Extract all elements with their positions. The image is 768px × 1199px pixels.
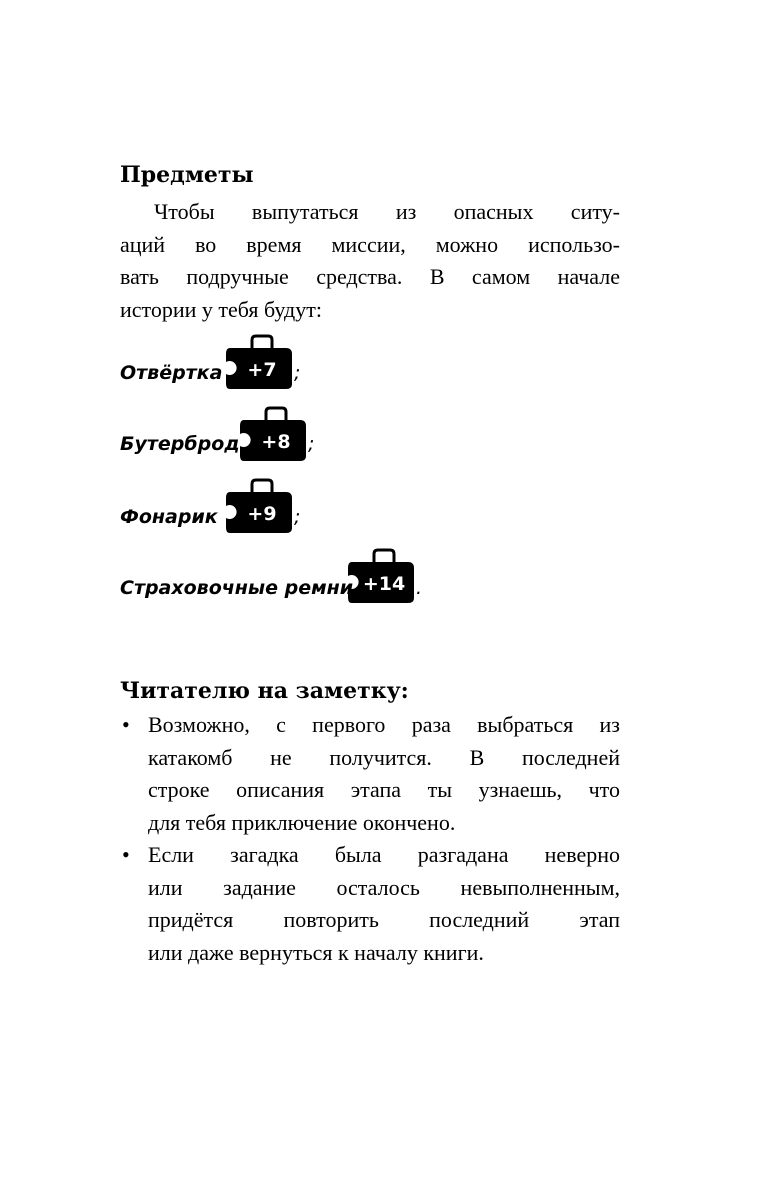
- intro-line: аций во время миссии, можно использо-: [120, 231, 620, 257]
- badge-value: +8: [261, 431, 291, 453]
- briefcase-puzzle-icon: [222, 334, 294, 390]
- note-line: придётся повторить последний этап: [148, 907, 620, 932]
- item-name: Отвёртка: [120, 362, 223, 384]
- section-title: Предметы: [120, 162, 254, 188]
- intro-paragraph: [120, 196, 620, 326]
- item-name: Бутерброд: [120, 433, 240, 455]
- item-punctuation: ;: [294, 362, 301, 384]
- bullet-icon: •: [122, 842, 130, 867]
- intro-line: Чтобы выпутаться из опасных ситу-: [154, 199, 620, 224]
- list-item: [120, 839, 620, 969]
- item-punctuation: ;: [308, 433, 315, 455]
- badge-value: +9: [247, 503, 277, 525]
- note-line: или задание осталось невыполненным,: [148, 874, 620, 900]
- briefcase-puzzle-icon: [222, 478, 294, 534]
- note-line: катакомб не получится. В последней: [148, 744, 620, 770]
- list-item: [120, 709, 620, 839]
- badge-value: +14: [362, 573, 406, 595]
- item-punctuation: ;: [294, 506, 301, 528]
- intro-line: истории у тебя будут:: [120, 296, 322, 322]
- note-line: для тебя приключение окончено.: [148, 809, 456, 835]
- note-line: Возможно, с первого раза выбраться из: [148, 712, 620, 737]
- note-list: [120, 709, 620, 969]
- note-line: или даже вернуться к началу книги.: [148, 939, 484, 965]
- item-name: Фонарик: [120, 506, 218, 528]
- bullet-icon: •: [122, 712, 130, 737]
- item-punctuation: .: [416, 577, 423, 599]
- note-line: Если загадка была разгадана неверно: [148, 842, 620, 867]
- briefcase-puzzle-icon: [344, 548, 416, 604]
- badge-value: +7: [247, 359, 277, 381]
- briefcase-puzzle-icon: [236, 406, 308, 462]
- note-line: строке описания этапа ты узнаешь, что: [148, 777, 620, 802]
- intro-line: вать подручные средства. В самом начале: [120, 264, 620, 289]
- item-name: Страховочные ремни: [120, 577, 354, 599]
- note-title: Читателю на заметку:: [120, 678, 409, 704]
